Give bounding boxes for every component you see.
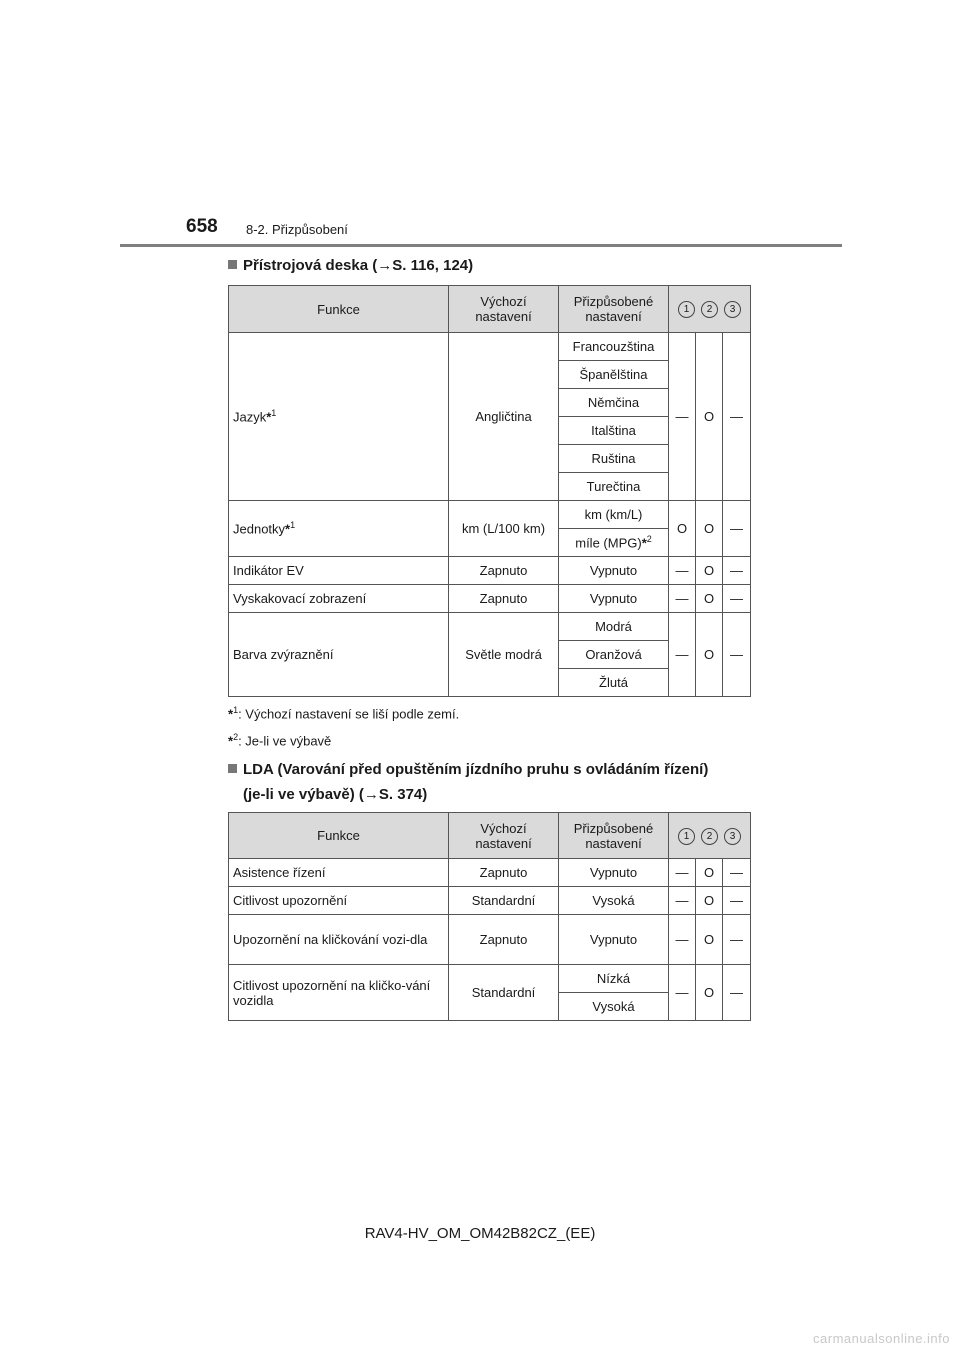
row-c2: O [696,613,723,697]
instrument-panel-heading [228,253,473,278]
table-row [229,859,751,887]
row-c3: — [723,501,751,557]
row-option: Vysoká [559,887,669,915]
row-c2: O [696,965,723,1021]
circled-3-icon: 3 [724,828,741,845]
row-c2: O [696,333,723,501]
table-row [229,333,751,361]
table-row [229,887,751,915]
row-option: Španělština [559,361,669,389]
row-default: km (L/100 km) [449,501,559,557]
watermark: carmanualsonline.info [813,1331,950,1346]
row-option: Vysoká [559,993,669,1021]
row-name: Vyskakovací zobrazení [229,585,449,613]
table-row [229,613,751,641]
row-option: Modrá [559,613,669,641]
heading-text-line1: LDA (Varování před opuštěním jízdního pruhu s ovládáním řízení) [243,761,709,778]
header-divider [120,244,842,247]
row-option: Vypnuto [559,557,669,585]
col-default: Výchozí nastavení [449,813,559,859]
document-code: RAV4-HV_OM_OM42B82CZ_(EE) [364,1225,596,1242]
row-default: Světle modrá [449,613,559,697]
row-option: Nízká [559,965,669,993]
footnote-1: *$^1$: Výchozí nastavení se liší podle zemí. [228,705,460,722]
row-name: Barva zvýraznění [229,613,449,697]
row-option: míle (MPG)*$^2$ [559,529,669,557]
circled-1-icon: 1 [678,301,695,318]
row-name: Citlivost upozornění na kličko-vání vozidla [229,965,449,1021]
table-row [229,585,751,613]
row-option: Turečtina [559,473,669,501]
row-name: Jazyk*$^1$ [229,333,449,501]
row-name: Citlivost upozornění [229,887,449,915]
row-c2: O [696,557,723,585]
row-c3: — [723,613,751,697]
row-name: Upozornění na kličkování vozi-dla [229,915,449,965]
row-c1: — [669,333,696,501]
circled-3-icon: 3 [724,301,741,318]
table-row [229,915,751,965]
circled-2-icon: 2 [701,828,718,845]
table-header-row [229,286,751,333]
table-row [229,557,751,585]
row-default: Zapnuto [449,915,559,965]
row-c3: — [723,965,751,1021]
row-c3: — [723,915,751,965]
row-default: Angličtina [449,333,559,501]
bullet-square-icon [228,260,237,269]
table-header-row [229,813,751,859]
row-c1: — [669,557,696,585]
table-row [229,501,751,529]
page-number: 658 [186,216,218,237]
bullet-square-icon [228,764,237,773]
row-c2: O [696,501,723,557]
row-option: Němčina [559,389,669,417]
row-default: Standardní [449,965,559,1021]
row-option: Ruština [559,445,669,473]
row-c3: — [723,333,751,501]
row-option: Francouzština [559,333,669,361]
lda-heading [228,757,708,807]
section-title: 8-2. Přizpůsobení [246,222,348,237]
row-c3: — [723,557,751,585]
row-c1: O [669,501,696,557]
row-c2: O [696,859,723,887]
row-default: Zapnuto [449,585,559,613]
col-levels [669,813,751,859]
row-c1: — [669,887,696,915]
row-option: Vypnuto [559,915,669,965]
heading-text: Přístrojová deska (→S. 116, 124) [243,257,474,274]
row-c1: — [669,585,696,613]
row-c2: O [696,887,723,915]
row-c1: — [669,965,696,1021]
row-default: Zapnuto [449,859,559,887]
row-name: Indikátor EV [229,557,449,585]
row-option: Vypnuto [559,859,669,887]
row-default: Zapnuto [449,557,559,585]
col-custom: Přizpůsobené nastavení [559,286,669,333]
col-funkce: Funkce [229,813,449,859]
row-default: Standardní [449,887,559,915]
row-c3: — [723,585,751,613]
col-default: Výchozí nastavení [449,286,559,333]
row-c3: — [723,859,751,887]
row-c1: — [669,859,696,887]
row-c3: — [723,887,751,915]
lda-table [228,812,751,1021]
table-row [229,965,751,993]
row-c1: — [669,613,696,697]
heading-text-line2: (je-li ve výbavě) (→S. 374) [243,786,428,803]
footnote-2: *$^2$: Je-li ve výbavě [228,732,332,749]
row-option: Oranžová [559,641,669,669]
row-name: Asistence řízení [229,859,449,887]
col-funkce: Funkce [229,286,449,333]
row-name: Jednotky*$^1$ [229,501,449,557]
row-option: Žlutá [559,669,669,697]
row-option: Italština [559,417,669,445]
instrument-panel-table [228,285,751,697]
circled-1-icon: 1 [678,828,695,845]
row-c2: O [696,915,723,965]
row-option: Vypnuto [559,585,669,613]
col-custom: Přizpůsobené nastavení [559,813,669,859]
circled-2-icon: 2 [701,301,718,318]
row-c1: — [669,915,696,965]
row-c2: O [696,585,723,613]
col-levels [669,286,751,333]
row-option: km (km/L) [559,501,669,529]
